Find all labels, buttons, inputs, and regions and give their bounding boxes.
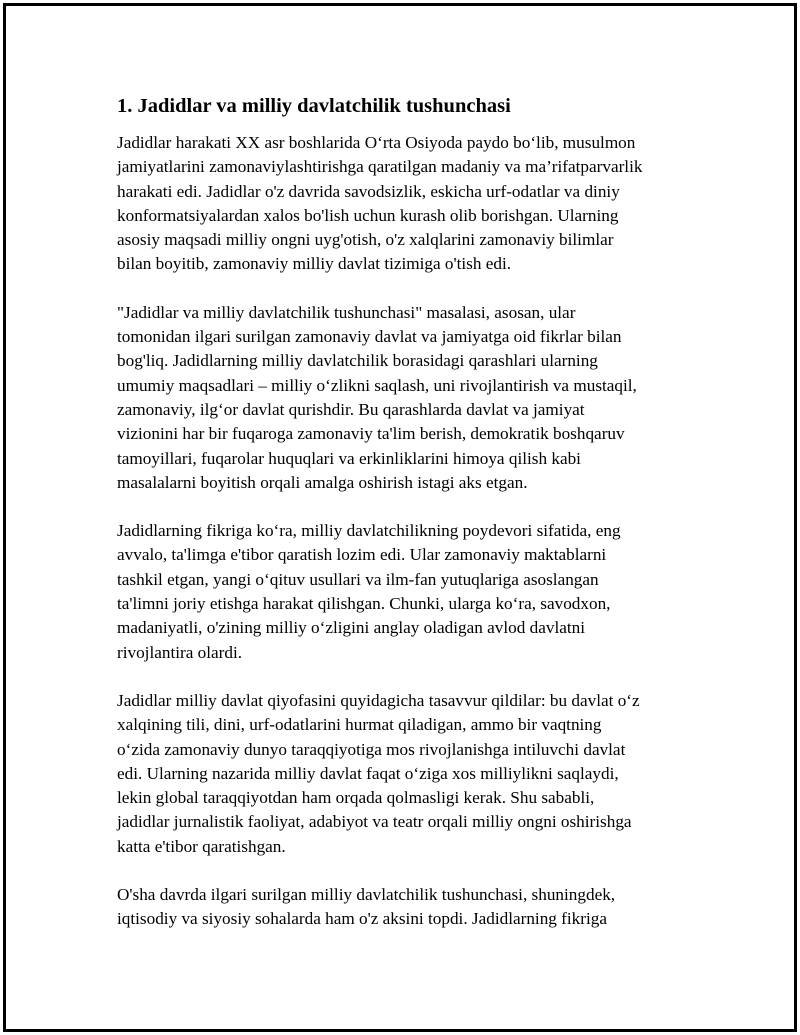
paragraph-line: vizionini har bir fuqaroga zamonaviy ta'lim berish, demokratik boshqaruv	[117, 424, 625, 444]
paragraph-line: iqtisodiy va siyosiy sohalarda ham o'z aksini topdi. Jadidlarning fikriga	[117, 909, 607, 929]
paragraph-line: O'sha davrda ilgari surilgan milliy davlatchilik tushunchasi, shuningdek,	[117, 885, 616, 905]
paragraph-line: zamonaviy, ilg‘or davlat qurishdir. Bu qarashlarda davlat va jamiyat	[117, 399, 585, 419]
paragraph-line: masalalarni boyitish orqali amalga oshirish istagi aks etgan.	[117, 472, 528, 492]
section-heading: 1. Jadidlar va milliy davlatchilik tushunchasi	[117, 95, 511, 117]
paragraph-3	[117, 519, 687, 665]
paragraph-line: ta'limni joriy etishga harakat qilishgan. Chunki, ularga ko‘ra, savodxon,	[117, 594, 611, 614]
document-body	[117, 92, 687, 956]
paragraph-line: lekin global taraqqiyotdan ham orqada qolmasligi kerak. Shu sababli,	[117, 788, 595, 808]
paragraph-line: jamiyatlarini zamonaviylashtirishga qaratilgan madaniy va ma’rifatparvarlik	[117, 157, 643, 177]
paragraph-line: Jadidlar harakati XX asr boshlarida O‘rta Osiyoda paydo bo‘lib, musulmon	[117, 133, 636, 152]
paragraph-line: katta e'tibor qaratishgan.	[117, 836, 286, 856]
paragraph-line: Jadidlar milliy davlat qiyofasini quyidagicha tasavvur qildilar: bu davlat o‘z	[117, 690, 640, 710]
paragraph-line: tamoyillari, fuqarolar huquqlari va erkinliklarini himoya qilish kabi	[117, 448, 581, 468]
paragraph-line: tomonidan ilgari surilgan zamonaviy davlat va jamiyatga oid fikrlar bilan	[117, 327, 622, 347]
paragraph-line: tashkil etgan, yangi o‘qituv usullari va ilm-fan yutuqlariga asoslangan	[117, 569, 599, 589]
paragraph-line: edi. Ularning nazarida milliy davlat faqat o‘ziga xos milliylikni saqlaydi,	[117, 763, 619, 783]
paragraph-line: xalqining tili, dini, urf-odatlarini hurmat qiladigan, ammo bir vaqtning	[117, 715, 602, 735]
paragraph-line: harakati edi. Jadidlar o'z davrida savodsizlik, eskicha urf-odatlar va diniy	[117, 181, 620, 201]
paragraph-5	[117, 883, 687, 932]
paragraph-line: umumiy maqsadlari – milliy o‘zlikni saqlash, uni rivojlantirish va mustaqil,	[117, 375, 637, 395]
paragraph-2	[117, 301, 687, 495]
paragraph-line: bog'liq. Jadidlarning milliy davlatchilik borasidagi qarashlari ularning	[117, 351, 598, 371]
paragraph-line: Jadidlarning fikriga ko‘ra, milliy davlatchilikning poydevori sifatida, eng	[117, 521, 621, 541]
paragraph-line: "Jadidlar va milliy davlatchilik tushunchasi" masalasi, asosan, ular	[117, 302, 576, 322]
paragraph-line: avvalo, ta'limga e'tibor qaratish lozim edi. Ular zamonaviy maktablarni	[117, 545, 607, 565]
paragraph-line: asosiy maqsadi milliy ongni uyg'otish, o'z xalqlarini zamonaviy bilimlar	[117, 230, 614, 250]
paragraph-line: madaniyatli, o'zining milliy o‘zligini anglay oladigan avlod davlatni	[117, 618, 586, 638]
paragraph-line: bilan boyitib, zamonaviy milliy davlat tizimiga o'tish edi.	[117, 254, 512, 274]
paragraph-line: o‘zida zamonaviy dunyo taraqqiyotiga mos rivojlanishga intiluvchi davlat	[117, 739, 626, 759]
paragraph-1	[117, 131, 687, 277]
paragraph-line: rivojlantira olardi.	[117, 642, 243, 662]
paragraph-line: jadidlar jurnalistik faoliyat, adabiyot va teatr orqali milliy ongni oshirishga	[117, 812, 632, 832]
paragraph-4	[117, 689, 687, 859]
paragraph-line: konformatsiyalardan xalos bo'lish uchun kurash olib borishgan. Ularning	[117, 205, 619, 225]
